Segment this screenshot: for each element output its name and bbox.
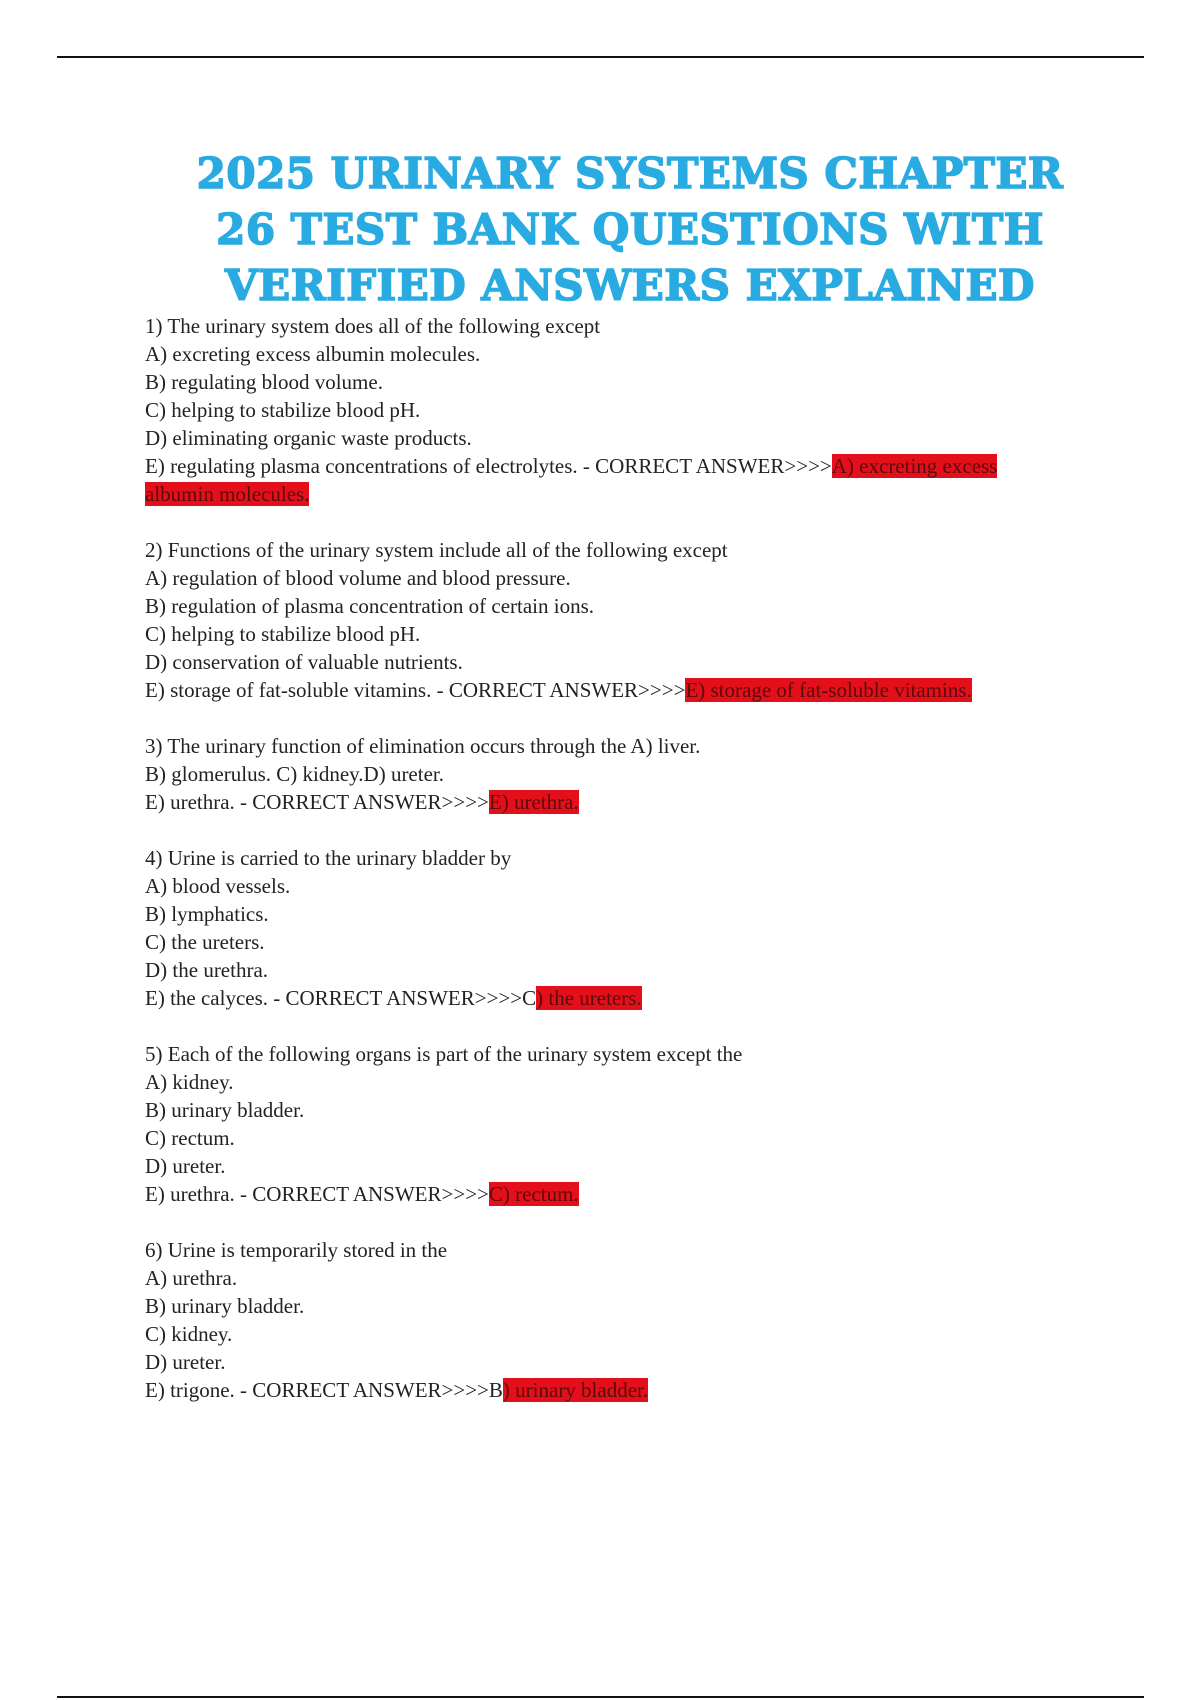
option-e: E) the calyces. - CORRECT ANSWER>>>> xyxy=(145,986,523,1010)
title-line: VERIFIED ANSWERS EXPLAINED xyxy=(225,261,1035,310)
top-rule xyxy=(57,56,1144,58)
option-c: C) helping to stabilize blood pH. xyxy=(145,622,421,646)
option-c: C) the ureters. xyxy=(145,930,265,954)
question-text: 1) The urinary system does all of the following except xyxy=(145,314,601,338)
options-b-c-d: B) glomerulus. C) kidney.D) ureter. xyxy=(145,762,444,786)
option-a: A) blood vessels. xyxy=(145,874,291,898)
option-b: B) regulating blood volume. xyxy=(145,370,383,394)
question-2 xyxy=(145,536,1065,704)
correct-answer-highlight: ) the ureters. xyxy=(536,986,642,1010)
title-line: 26 TEST BANK QUESTIONS WITH xyxy=(216,205,1044,254)
question-list xyxy=(145,312,1065,1432)
option-c: C) helping to stabilize blood pH. xyxy=(145,398,421,422)
option-e: E) urethra. - CORRECT ANSWER>>>> xyxy=(145,1182,489,1206)
question-6 xyxy=(145,1236,1065,1404)
option-e-with-answer xyxy=(145,1180,1065,1208)
correct-answer-highlight: A) excreting excess albumin molecules. xyxy=(145,454,998,506)
question-5 xyxy=(145,1040,1065,1208)
option-b: B) urinary bladder. xyxy=(145,1098,305,1122)
correct-answer-highlight: E) storage of fat-soluble vitamins. xyxy=(685,678,972,702)
answer-prefix: B xyxy=(488,1378,503,1402)
question-text: 3) The urinary function of elimination occurs through the A) liver. xyxy=(145,734,701,758)
question-4 xyxy=(145,844,1065,1012)
option-d: D) eliminating organic waste products. xyxy=(145,426,472,450)
answer-prefix: C xyxy=(522,986,537,1010)
question-1 xyxy=(145,312,1065,508)
option-e-with-answer xyxy=(145,676,1065,704)
option-e-with-answer xyxy=(145,452,1065,508)
document-title xyxy=(90,146,1170,314)
option-a: A) regulation of blood volume and blood pressure. xyxy=(145,566,571,590)
correct-answer-highlight: ) urinary bladder. xyxy=(502,1378,649,1402)
option-a: A) excreting excess albumin molecules. xyxy=(145,342,481,366)
option-e-with-answer xyxy=(145,984,1065,1012)
option-e: E) storage of fat-soluble vitamins. - CORRECT ANSWER>>>> xyxy=(145,678,686,702)
question-text: 5) Each of the following organs is part of the urinary system except the xyxy=(145,1042,743,1066)
option-b: B) urinary bladder. xyxy=(145,1294,305,1318)
option-d: D) conservation of valuable nutrients. xyxy=(145,650,463,674)
option-e: E) trigone. - CORRECT ANSWER>>>> xyxy=(145,1378,489,1402)
option-d: D) the urethra. xyxy=(145,958,269,982)
option-e: E) regulating plasma concentrations of electrolytes. - CORRECT ANSWER>>>> xyxy=(145,454,832,478)
question-text: 4) Urine is carried to the urinary bladder by xyxy=(145,846,512,870)
question-text: 2) Functions of the urinary system include all of the following except xyxy=(145,538,728,562)
question-text: 6) Urine is temporarily stored in the xyxy=(145,1238,448,1262)
option-d: D) ureter. xyxy=(145,1350,226,1374)
option-c: C) rectum. xyxy=(145,1126,235,1150)
option-a: A) kidney. xyxy=(145,1070,234,1094)
option-e-with-answer xyxy=(145,788,1065,816)
option-d: D) ureter. xyxy=(145,1154,226,1178)
option-b: B) regulation of plasma concentration of certain ions. xyxy=(145,594,595,618)
option-e-with-answer xyxy=(145,1376,1065,1404)
option-c: C) kidney. xyxy=(145,1322,233,1346)
correct-answer-highlight: C) rectum. xyxy=(488,1182,579,1206)
option-e: E) urethra. - CORRECT ANSWER>>>> xyxy=(145,790,489,814)
title-line: 2025 URINARY SYSTEMS CHAPTER xyxy=(196,149,1064,198)
option-a: A) urethra. xyxy=(145,1266,238,1290)
option-b: B) lymphatics. xyxy=(145,902,269,926)
correct-answer-highlight: E) urethra. xyxy=(488,790,579,814)
bottom-rule xyxy=(57,1696,1144,1698)
question-3 xyxy=(145,732,1065,816)
